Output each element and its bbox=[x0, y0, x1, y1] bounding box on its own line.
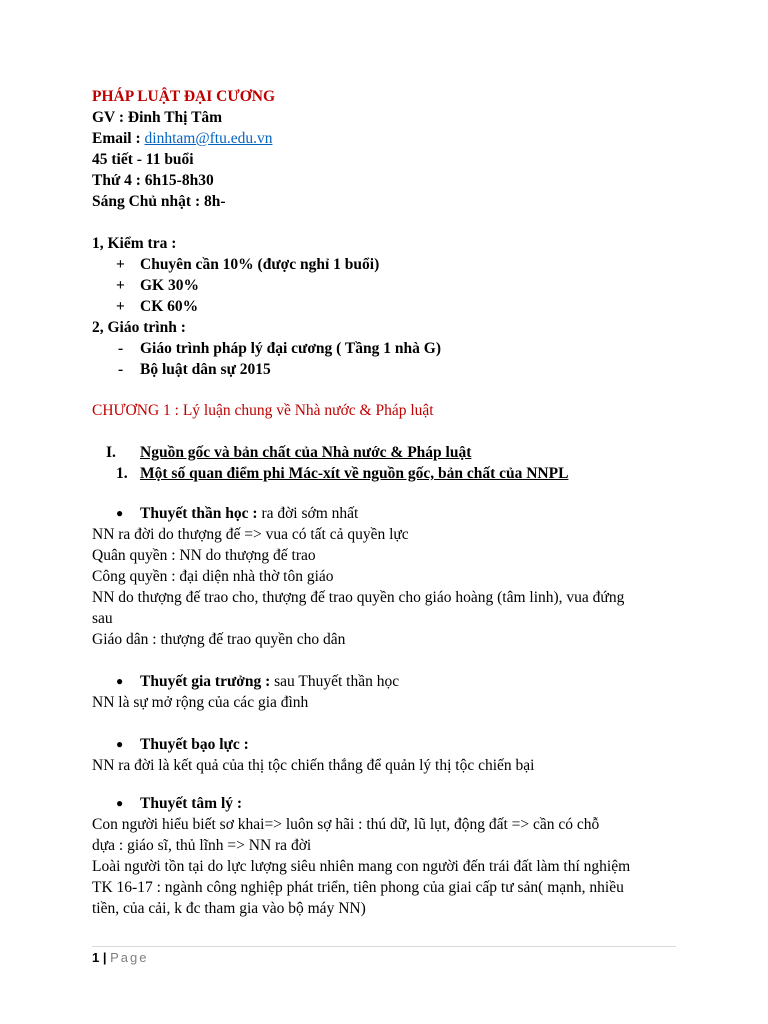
text-line: Công quyền : đại diện nhà thờ tôn giáo bbox=[92, 568, 334, 585]
email-line bbox=[92, 131, 272, 147]
email-label: Email : bbox=[92, 130, 145, 147]
text-line: tiền, của cải, k đc tham gia vào bộ máy NN) bbox=[92, 900, 366, 917]
section-textbook-heading: 2, Giáo trình : bbox=[92, 319, 186, 336]
text-line: TK 16-17 : ngành công nghiệp phát triển, tiên phong của giai cấp tư sản( mạnh, nhiều bbox=[92, 879, 624, 896]
schedule-line-1: Thứ 4 : 6h15-8h30 bbox=[92, 172, 214, 189]
text-line: Giáo dân : thượng đế trao quyền cho dân bbox=[92, 631, 346, 648]
chapter-heading-text: CHƯƠNG 1 : Lý luận chung về Nhà nước & Pháp luật bbox=[92, 402, 434, 419]
footer-divider bbox=[92, 946, 676, 947]
chapter-heading bbox=[92, 403, 434, 419]
text-line: dựa : giáo sĩ, thủ lĩnh => NN ra đời bbox=[92, 837, 312, 854]
grading-marker: + bbox=[116, 256, 125, 273]
theory-title: Thuyết thần học : bbox=[140, 505, 258, 522]
theory-title: Thuyết tâm lý : bbox=[140, 795, 243, 812]
theory-title: Thuyết bạo lực : bbox=[140, 736, 249, 753]
text-line: NN ra đời do thượng đế => vua có tất cả quyền lực bbox=[92, 526, 409, 543]
theory-title: Thuyết gia trưởng : bbox=[140, 673, 271, 690]
heading-roman-number: I. bbox=[106, 444, 116, 461]
hours-line: 45 tiết - 11 buổi bbox=[92, 151, 194, 168]
textbook-item: Giáo trình pháp lý đại cương ( Tầng 1 nhà G) bbox=[140, 340, 441, 357]
bullet-icon: ● bbox=[116, 796, 124, 810]
grading-item: CK 60% bbox=[140, 298, 199, 315]
heading-roman: Nguồn gốc và bản chất của Nhà nước & Pháp luật bbox=[140, 444, 472, 461]
text-line: NN ra đời là kết quả của thị tộc chiến thắng để quản lý thị tộc chiến bại bbox=[92, 757, 535, 774]
schedule-line-2: Sáng Chủ nhật : 8h- bbox=[92, 193, 226, 210]
textbook-marker: - bbox=[118, 361, 124, 378]
bullet-icon: ● bbox=[116, 737, 124, 751]
theory-heading bbox=[140, 506, 358, 522]
heading-sub-number: 1. bbox=[116, 465, 128, 482]
textbook-item: Bộ luật dân sự 2015 bbox=[140, 361, 271, 378]
email-link[interactable]: dinhtam@ftu.edu.vn bbox=[144, 130, 273, 147]
page-separator: | bbox=[99, 950, 111, 965]
grading-item: GK 30% bbox=[140, 277, 199, 294]
page-footer bbox=[92, 950, 148, 965]
teacher-line: GV : Đinh Thị Tâm bbox=[92, 109, 223, 126]
textbook-marker: - bbox=[118, 340, 124, 357]
grading-marker: + bbox=[116, 298, 125, 315]
text-line: Loài người tồn tại do lực lượng siêu nhiên mang con người đến trái đất làm thí nghiệm bbox=[92, 858, 631, 875]
page-label: Page bbox=[110, 950, 149, 965]
bullet-icon: ● bbox=[116, 506, 124, 520]
grading-marker: + bbox=[116, 277, 125, 294]
heading-sub: Một số quan điểm phi Mác-xít về nguồn gốc, bản chất của NNPL bbox=[140, 465, 569, 482]
theory-heading bbox=[140, 674, 399, 690]
theory-note: ra đời sớm nhất bbox=[257, 505, 359, 522]
document-title: PHÁP LUẬT ĐẠI CƯƠNG bbox=[92, 88, 275, 105]
text-line: Con người hiểu biết sơ khai=> luôn sợ hãi : thú dữ, lũ lụt, động đất => cần có chỗ bbox=[92, 816, 600, 833]
grading-item: Chuyên cần 10% (được nghỉ 1 buổi) bbox=[140, 256, 380, 273]
text-line: sau bbox=[92, 610, 113, 627]
text-line: NN do thượng đế trao cho, thượng đế trao quyền cho giáo hoàng (tâm linh), vua đứng bbox=[92, 589, 625, 606]
text-line: Quân quyền : NN do thượng đế trao bbox=[92, 547, 316, 564]
page-number: 1 bbox=[92, 950, 100, 965]
section-grading-heading: 1, Kiểm tra : bbox=[92, 235, 177, 252]
text-line: NN là sự mở rộng của các gia đình bbox=[92, 694, 309, 711]
theory-note: sau Thuyết thần học bbox=[270, 673, 400, 690]
bullet-icon: ● bbox=[116, 674, 124, 688]
